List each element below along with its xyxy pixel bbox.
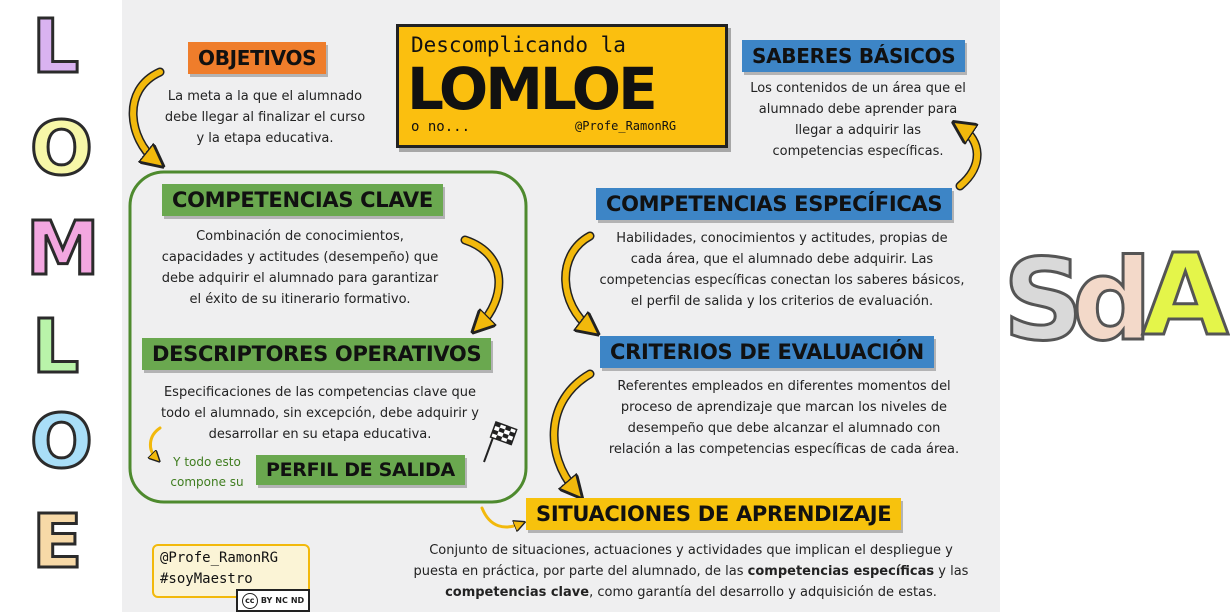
desc-line: y la etapa educativa. bbox=[196, 131, 334, 146]
desc-text: y las bbox=[934, 564, 969, 579]
letter-a: A bbox=[1142, 231, 1229, 361]
saberes-label: SABERES BÁSICOS bbox=[742, 40, 965, 72]
desc-line: Especificaciones de las competencias clave que bbox=[163, 385, 477, 400]
letter-d: d bbox=[1072, 236, 1153, 366]
title-handle: @Profe_RamonRG bbox=[575, 119, 677, 133]
perfil-note bbox=[158, 452, 256, 492]
criterios-label: CRITERIOS DE EVALUACIÓN bbox=[600, 336, 934, 368]
desc-line: Conjunto de situaciones, actuaciones y actividades que implican el despliegue y bbox=[429, 543, 953, 558]
desc-line bbox=[398, 582, 984, 603]
desc-line: cada área, que el alumnado debe adquirir. Las bbox=[630, 252, 934, 267]
desc-line: debe adquirir el alumnado para garantizar bbox=[161, 271, 439, 286]
letter-s: S bbox=[1003, 236, 1084, 366]
cc-license-badge bbox=[236, 589, 310, 612]
desc-line: todo el alumnado, sin excepción, debe adquirir y bbox=[161, 406, 479, 421]
competencias-clave-label: COMPETENCIAS CLAVE bbox=[162, 184, 443, 216]
desc-line: Habilidades, conocimientos y actitudes, propias de bbox=[616, 231, 948, 246]
letter-l: L bbox=[32, 304, 80, 390]
objetivos-label: OBJETIVOS bbox=[188, 42, 326, 74]
note-line: compone su bbox=[170, 475, 244, 489]
desc-line: llegar a adquirir las bbox=[794, 123, 922, 138]
desc-line: desarrollar en su etapa educativa. bbox=[208, 427, 432, 442]
arrow-comp-clave bbox=[465, 240, 499, 325]
desc-line: proceso de aprendizaje que marcan los niveles de bbox=[620, 400, 948, 415]
letter-m: M bbox=[26, 206, 100, 292]
desc-line: relación a las competencias específicas de cada área. bbox=[608, 442, 960, 457]
title-top: Descomplicando la bbox=[411, 33, 626, 57]
descriptores-label: DESCRIPTORES OPERATIVOS bbox=[142, 338, 491, 370]
descriptores-description bbox=[150, 382, 490, 445]
competencias-clave-description bbox=[150, 226, 450, 310]
nc-icon: NC bbox=[275, 596, 288, 605]
nd-icon: ND bbox=[290, 596, 305, 605]
competencias-especificas-label: COMPETENCIAS ESPECÍFICAS bbox=[596, 188, 952, 220]
desc-bold: competencias clave bbox=[445, 585, 590, 600]
desc-line: Referentes empleados en diferentes momentos del bbox=[617, 379, 951, 394]
competencias-especificas-description bbox=[592, 228, 972, 312]
desc-text: , como garantía del desarrollo y adquisición de estas. bbox=[589, 585, 937, 600]
desc-line: competencias específicas. bbox=[772, 144, 944, 159]
objetivos-description bbox=[150, 86, 380, 149]
letter-l: L bbox=[32, 4, 80, 90]
desc-line: La meta a la que el alumnado bbox=[167, 89, 363, 104]
desc-line: desempeño que debe alcanzar el alumnado con bbox=[627, 421, 941, 436]
title-sub-left: o no... bbox=[411, 119, 471, 135]
desc-line: Combinación de conocimientos, bbox=[196, 229, 404, 244]
letter-o: O bbox=[30, 106, 93, 192]
arrow-perfil bbox=[482, 508, 520, 527]
desc-line: debe llegar al finalizar el curso bbox=[164, 110, 366, 125]
desc-line: Los contenidos de un área que el bbox=[750, 81, 966, 96]
desc-text: puesta en práctica, por parte del alumnado, de las bbox=[413, 564, 748, 579]
title-main: LOMLOE bbox=[407, 55, 655, 123]
desc-line: el perfil de salida y los criterios de evaluación. bbox=[630, 294, 934, 309]
desc-line bbox=[398, 561, 984, 582]
by-icon: BY bbox=[260, 596, 273, 605]
desc-line: capacidades y actitudes (desempeño) que bbox=[161, 250, 439, 265]
situaciones-label: SITUACIONES DE APRENDIZAJE bbox=[526, 498, 901, 530]
situaciones-description bbox=[398, 540, 984, 603]
desc-bold: competencias específicas bbox=[747, 564, 935, 579]
criterios-description bbox=[594, 376, 974, 460]
saberes-description bbox=[738, 78, 978, 162]
desc-line: competencias específicas conectan los saberes básicos, bbox=[599, 273, 965, 288]
title-box bbox=[396, 24, 728, 148]
note-line: Y todo esto bbox=[173, 455, 241, 469]
credit-handle: @Profe_RamonRG bbox=[160, 550, 279, 566]
perfil-salida-label: PERFIL DE SALIDA bbox=[256, 455, 465, 485]
desc-line: alumnado debe aprender para bbox=[758, 102, 958, 117]
cc-icon: cc bbox=[242, 593, 258, 609]
desc-line: el éxito de su itinerario formativo. bbox=[189, 292, 411, 307]
credit-tag: #soyMaestro bbox=[160, 571, 253, 587]
letter-o: O bbox=[30, 399, 93, 485]
letter-e: E bbox=[32, 499, 83, 585]
